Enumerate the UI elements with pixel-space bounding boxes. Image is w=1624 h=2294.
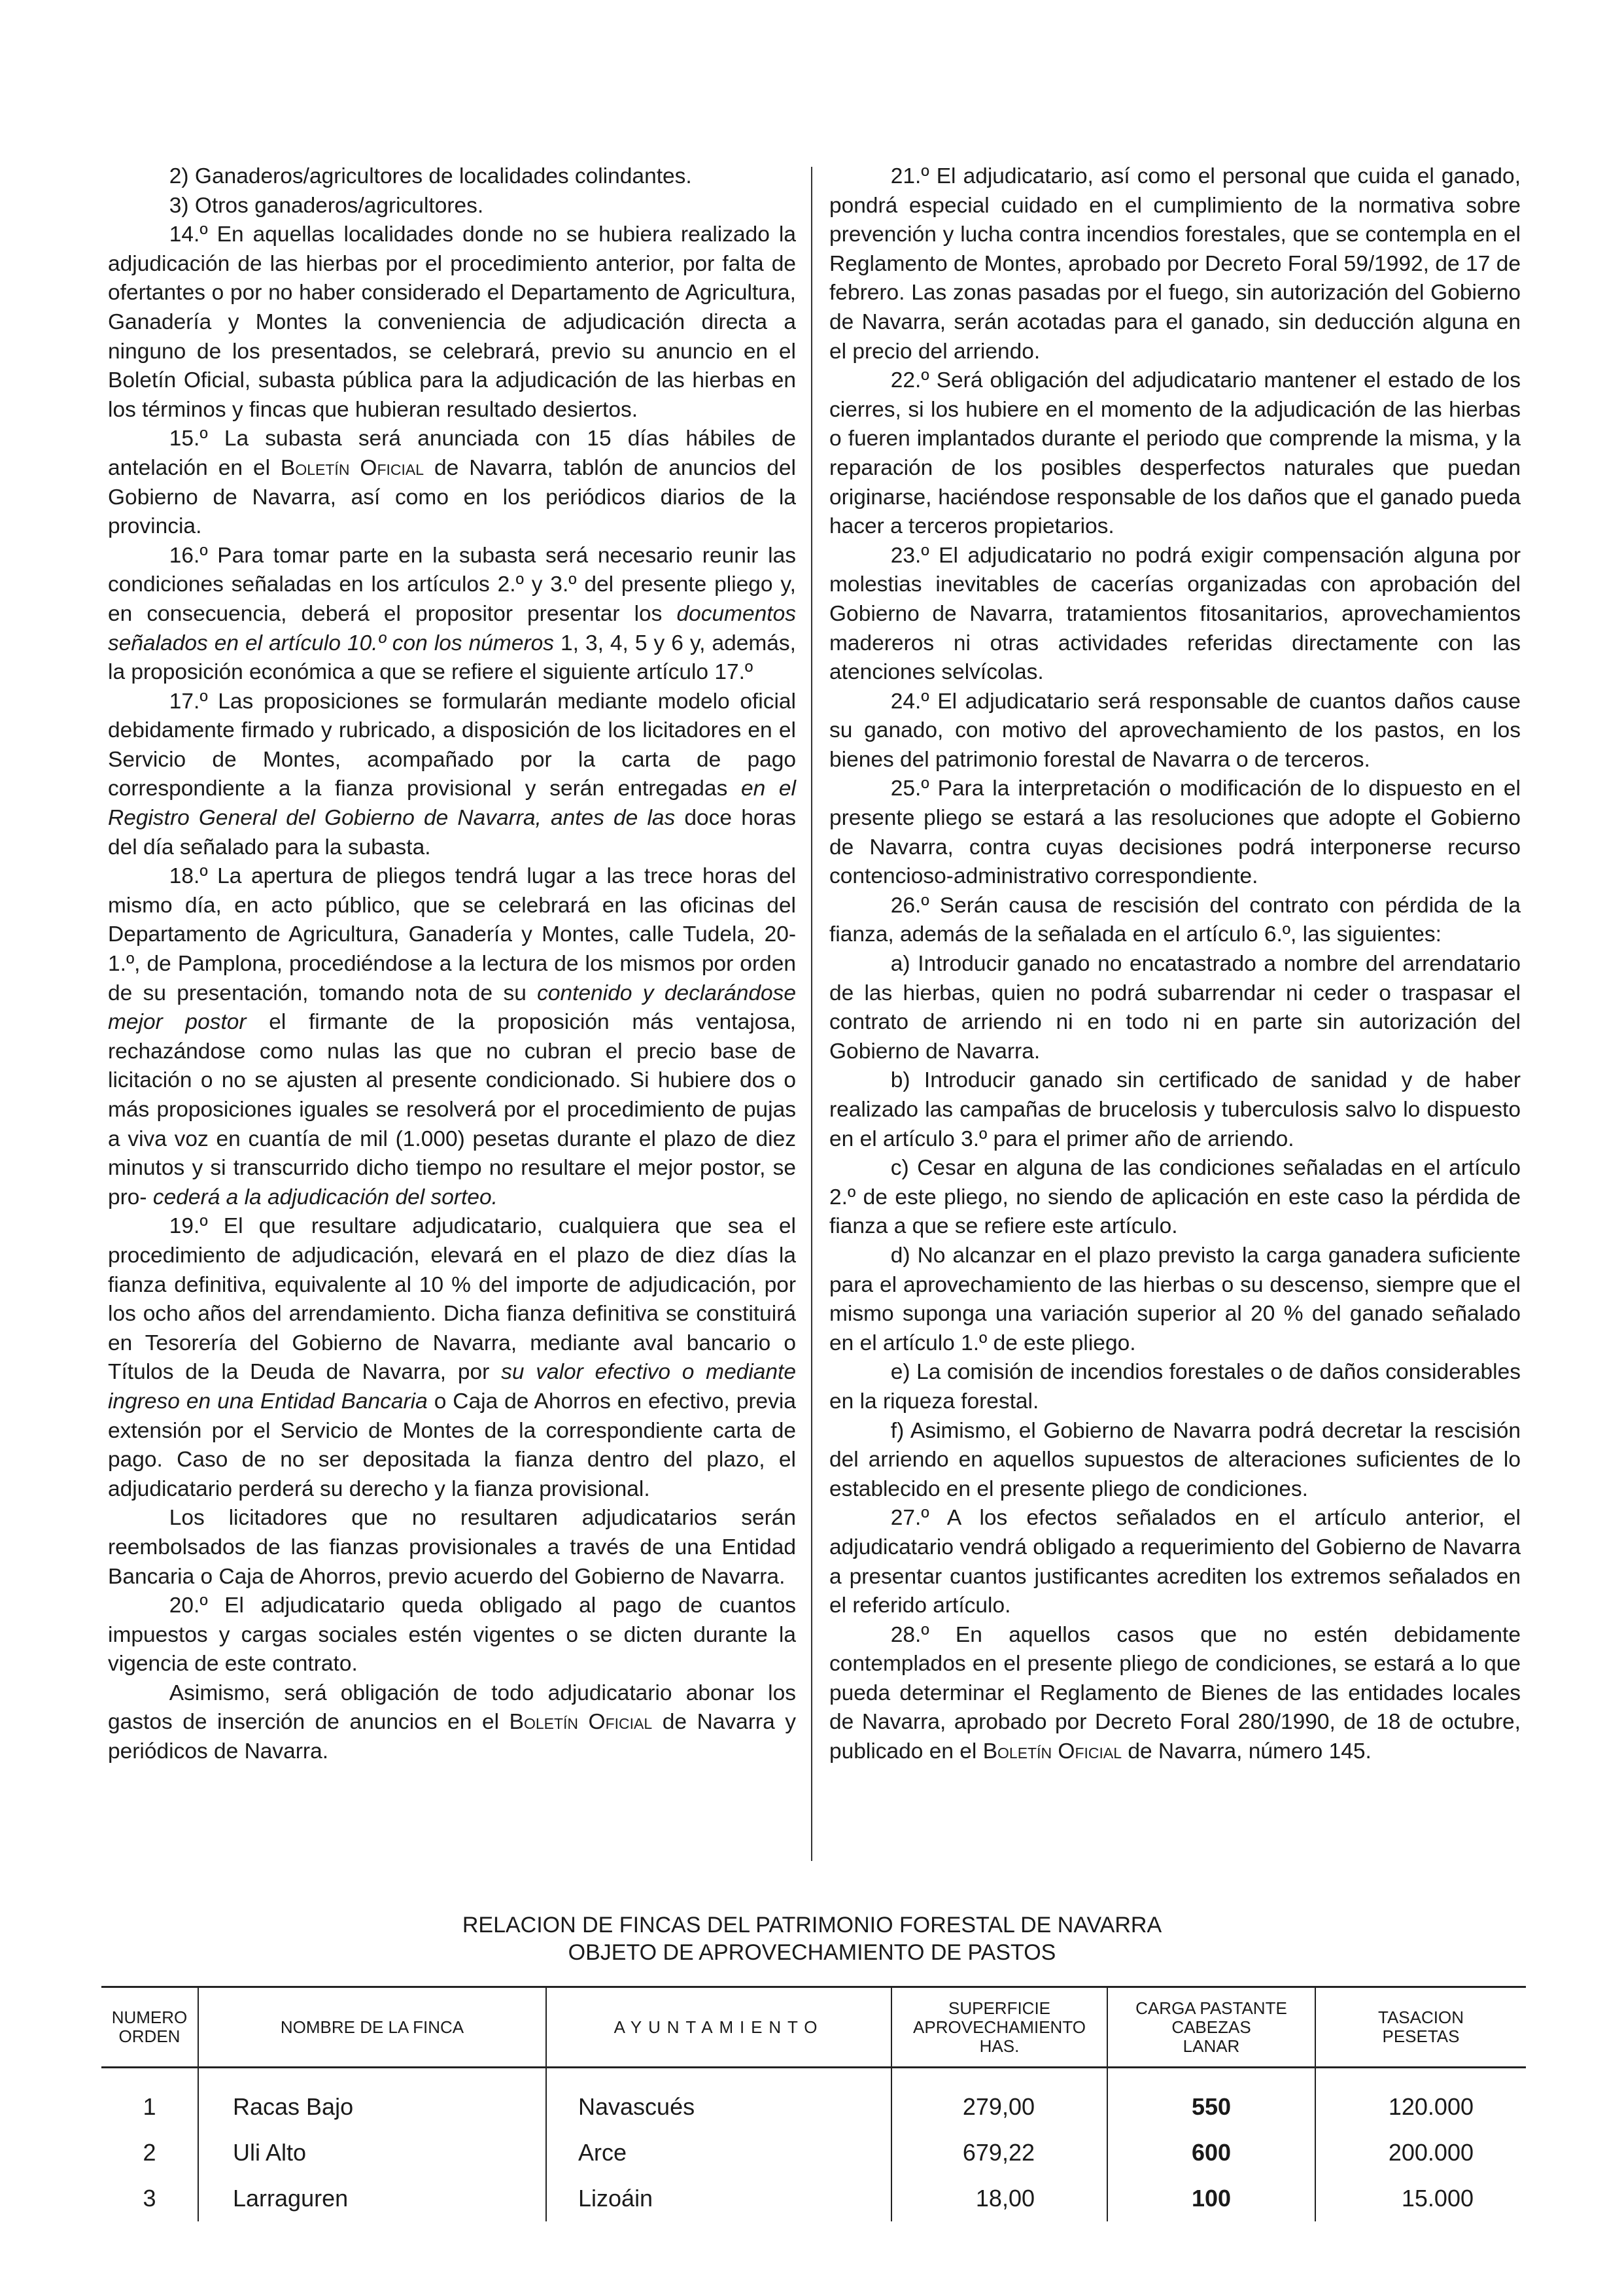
cell-tasacion: 200.000 <box>1315 2130 1526 2176</box>
cell-carga: 550 <box>1107 2084 1315 2130</box>
publication-name: Boletín Oficial <box>509 1710 653 1735</box>
paragraph: 3) Otros ganaderos/agricultores. <box>169 193 484 218</box>
paragraph <box>829 1621 1521 1767</box>
text-run: 16.º Para tomar parte en la subasta será necesario reunir las condiciones señaladas en los artículos 2.º y 3.º del presente pliego y, en consecuencia, deberá el propositor presentar los <box>108 543 796 626</box>
paragraph: 22.º Será obligación del adjudicatario mantener el estado de los cierres, si los hubiere en el momento de la adjudicación de las hierbas o fueren implantados durante el periodo que comprende la misma, y la reparación de los posibles desperfectos naturales que puedan originarse, haciéndose responsable de los daños que el ganado pueda hacer a terceros propietarios. <box>829 368 1521 539</box>
list-item: e) La comisión de incendios forestales o de daños considerables en la riqueza forestal. <box>829 1360 1521 1414</box>
list-item: d) No alcanzar en el plazo previsto la carga ganadera suficiente para el aprovechamiento de las hierbas o su descenso, siempre que el mismo suponga una variación superior al 20 % del ganado señalado en el artículo 1.º de este pliego. <box>829 1243 1521 1355</box>
cell-carga: 100 <box>1107 2176 1315 2221</box>
paragraph <box>108 1679 796 1767</box>
text-run: 17.º Las proposiciones se formularán mediante modelo oficial debidamente firmado y rubricado, a disposición de los licitadores en el Servicio de Montes, acompañado por la carta de pago correspondiente a la fianza provisional y serán entregadas <box>108 689 796 801</box>
list-item: b) Introducir ganado sin certificado de sanidad y de haber realizado las campañas de brucelosis y tuberculosis salvo lo dispuesto en el artículo 3.º para el primer año de arriendo. <box>829 1068 1521 1151</box>
italic-text: en el Registro General del Gobierno de Navarra, antes de las <box>108 776 797 831</box>
column-divider <box>811 167 812 1861</box>
text-run: doce horas del día señalado para la subasta. <box>108 806 796 860</box>
header-nombre: NOMBRE DE LA FINCA <box>198 1987 546 2068</box>
paragraph: Los licitadores que no resultaren adjudicatarios serán reembolsados de las fianzas provisionales a través de una Entidad Bancaria o Caja de Ahorros, previo acuerdo del Gobierno de Navarra. <box>108 1506 796 1589</box>
italic-text: contenido y declarándose mejor postor <box>108 981 796 1035</box>
text-run: el firmante de la proposición más ventajosa, rechazándose como nulas las que no cubran el precio base de licitación o no se ajusten al presente condicionado. Si hubiere dos o más proposiciones iguales se resolverá por el procedimiento de pujas a viva voz en cuantía de mil (1.000) pesetas durante el plazo de diez minutos y si transcurrido dicho tiempo no resultare el mejor postor, se pro- <box>108 1010 796 1209</box>
cell-numero: 1 <box>143 2093 156 2120</box>
header-ayuntamiento: AYUNTAMIENTO <box>546 1987 891 2068</box>
paragraph: 14.º En aquellas localidades donde no se hubiera realizado la adjudicación de las hierbas por el procedimiento anterior, por falta de ofertantes o por no haber considerado el Departamento de Agricultura, Ganadería y Montes la conveniencia de adjudicación directa a ninguno de los presentados, se celebrará, previo su anuncio en el Boletín Oficial, subasta pública para la adjudicación de las hierbas en los términos y fincas que hubieran resultado desiertos. <box>108 222 796 422</box>
list-item: f) Asimismo, el Gobierno de Navarra podrá decretar la rescisión del arriendo en aquellos supuestos de alteraciones suficientes de lo establecido en el presente pliego de condiciones. <box>829 1418 1521 1501</box>
header-superficie: SUPERFICIE APROVECHAMIENTO HAS. <box>891 1987 1107 2068</box>
text-run: de Navarra, número 145. <box>1128 1739 1372 1764</box>
paragraph: 26.º Serán causa de rescisión del contrato con pérdida de la fianza, además de la señalada en el artículo 6.º, las siguientes: <box>829 893 1521 947</box>
text-run: Asimismo, será obligación de todo adjudicatario abonar los gastos de inserción de anuncios en el <box>108 1680 796 1735</box>
cell-ayuntamiento: Arce <box>546 2130 891 2176</box>
paragraph <box>108 1212 796 1504</box>
paragraph: 24.º El adjudicatario será responsable de cuantos daños cause su ganado, con motivo del aprovechamiento de los pastos, en los bienes del patrimonio forestal de Navarra o de terceros. <box>829 689 1521 772</box>
paragraph: 2) Ganaderos/agricultores de localidades colindantes. <box>169 164 692 188</box>
cell-superficie: 18,00 <box>891 2176 1107 2221</box>
cell-numero: 2 <box>143 2139 156 2166</box>
text-run: de Navarra, tablón de anuncios del Gobierno de Navarra, así como en los periódicos diarios de la provincia. <box>108 455 796 539</box>
text-run: o Caja de Ahorros en efectivo, previa extensión por el Servicio de Montes de la correspondiente carta de pago. Caso de no ser depositada la fianza dentro del plazo, el adjudicatario perderá su derecho y la fianza provisional. <box>108 1389 796 1501</box>
table-spacer-row <box>101 2068 1526 2085</box>
fincas-table <box>101 1986 1526 2221</box>
text-run: de Navarra y periódicos de Navarra. <box>108 1710 797 1764</box>
cell-tasacion: 120.000 <box>1315 2084 1526 2130</box>
cell-tasacion: 15.000 <box>1315 2176 1526 2221</box>
table-row <box>101 2130 1526 2176</box>
text-run: 19.º El que resultare adjudicatario, cualquiera que sea el procedimiento de adjudicación, elevará en el plazo de diez días la fianza definitiva, equivalente al 10 % del importe de adjudicación, por los ocho años del arrendamiento. Dicha fianza definitiva se constituirá en Tesorería del Gobierno de Navarra, mediante aval bancario o Títulos de la Deuda de Navarra, por <box>108 1214 796 1385</box>
text-run: 1, 3, 4, 5 y 6 y, además, la proposición económica a que se refiere el siguiente artículo 17.º <box>108 631 796 685</box>
table-row <box>101 2084 1526 2130</box>
text-run: 18.º La apertura de pliegos tendrá lugar a las trece horas del mismo día, en acto público, que se celebrará en las oficinas del Departamento de Agricultura, Ganadería y Montes, calle Tudela, 20-1.º, de Pamplona, procediéndose a la lectura de los mismos por orden de su presentación, tomando nota de su <box>108 864 796 1005</box>
italic-text: documentos señalados en el artículo 10.º con los números <box>108 601 796 655</box>
list-item: c) Cesar en alguna de las condiciones señaladas en el artículo 2.º de este pliego, no siendo de aplicación en este caso la pérdida de fianza a que se refiere este artículo. <box>829 1156 1521 1239</box>
paragraph <box>108 862 796 1212</box>
cell-nombre: Racas Bajo <box>198 2084 546 2130</box>
publication-name: Boletín Oficial <box>982 1739 1122 1764</box>
paragraph: 21.º El adjudicatario, así como el personal que cuida el ganado, pondrá especial cuidado en el cumplimiento de la normativa sobre prevención y lucha contra incendios forestales, que se contempla en el Reglamento de Montes, aprobado por Decreto Foral 59/1992, de 17 de febrero. Las zonas pasadas por el fuego, sin autorización del Gobierno de Navarra, serán acotadas para el ganado, sin deducción alguna en el precio del arriendo. <box>829 164 1521 364</box>
table-title-line: RELACION DE FINCAS DEL PATRIMONIO FORESTAL DE NAVARRA <box>462 1913 1162 1938</box>
list-item: a) Introducir ganado no encatastrado a nombre del arrendatario de las hierbas, quien no podrá subarrendar ni ceder o traspasar el contrato de arriendo ni en todo ni en parte sin autorización del Gobierno de Navarra. <box>829 952 1521 1064</box>
italic-text: cederá a la adjudicación del sorteo. <box>152 1185 498 1209</box>
paragraph <box>108 687 796 863</box>
header-carga: CARGA PASTANTE CABEZAS LANAR <box>1107 1987 1315 2068</box>
paragraph <box>108 542 796 687</box>
header-tasacion: TASACION PESETAS <box>1315 1987 1526 2068</box>
cell-superficie: 679,22 <box>891 2130 1107 2176</box>
table-header-row <box>101 1987 1526 2068</box>
publication-name: Boletín Oficial <box>281 455 424 480</box>
table-subtitle-line: OBJETO DE APROVECHAMIENTO DE PASTOS <box>568 1940 1056 1965</box>
cell-ayuntamiento: Navascués <box>546 2084 891 2130</box>
header-numero: NUMERO ORDEN <box>101 1987 198 2068</box>
cell-carga: 600 <box>1107 2130 1315 2176</box>
cell-nombre: Uli Alto <box>198 2130 546 2176</box>
paragraph: 27.º A los efectos señalados en el artículo anterior, el adjudicatario vendrá obligado a requerimiento del Gobierno de Navarra a presentar cuantos justificantes acrediten los extremos señalados en el referido artículo. <box>829 1506 1521 1618</box>
paragraph <box>108 425 796 541</box>
paragraph: 20.º El adjudicatario queda obligado al pago de cuantos impuestos y cargas sociales estén vigentes o se dicten durante la vigencia de este contrato. <box>108 1593 796 1677</box>
italic-text: su valor efectivo o mediante ingreso en una Entidad Bancaria <box>108 1360 796 1414</box>
table-title <box>0 1911 1624 1966</box>
right-column <box>829 162 1521 1767</box>
text-run: 15.º La subasta será anunciada con 15 días hábiles de antelación en el <box>108 426 796 480</box>
table-row <box>101 2176 1526 2221</box>
cell-ayuntamiento: Lizoáin <box>546 2176 891 2221</box>
cell-nombre: Larraguren <box>198 2176 546 2221</box>
text-run: 28.º En aquellos casos que no estén debidamente contemplados en el presente pliego de condiciones, se estará a lo que pueda determinar el Reglamento de Bienes de las entidades locales de Navarra, aprobado por Decreto Foral 280/1990, de 18 de octubre, publicado en el <box>829 1622 1521 1764</box>
cell-superficie: 279,00 <box>891 2084 1107 2130</box>
paragraph: 23.º El adjudicatario no podrá exigir compensación alguna por molestias inevitables de cacerías organizadas con aprobación del Gobierno de Navarra, tratamientos fitosanitarios, aprovechamientos madereros ni otras actividades referidas directamente con las atenciones selvícolas. <box>829 543 1521 685</box>
cell-numero: 3 <box>143 2185 156 2212</box>
paragraph: 25.º Para la interpretación o modificación de lo dispuesto en el presente pliego se estará a las resoluciones que adopte el Gobierno de Navarra, contra cuyas decisiones podrá interponerse recurso contencioso-administrativo correspondiente. <box>829 776 1521 889</box>
left-column <box>108 162 796 1767</box>
